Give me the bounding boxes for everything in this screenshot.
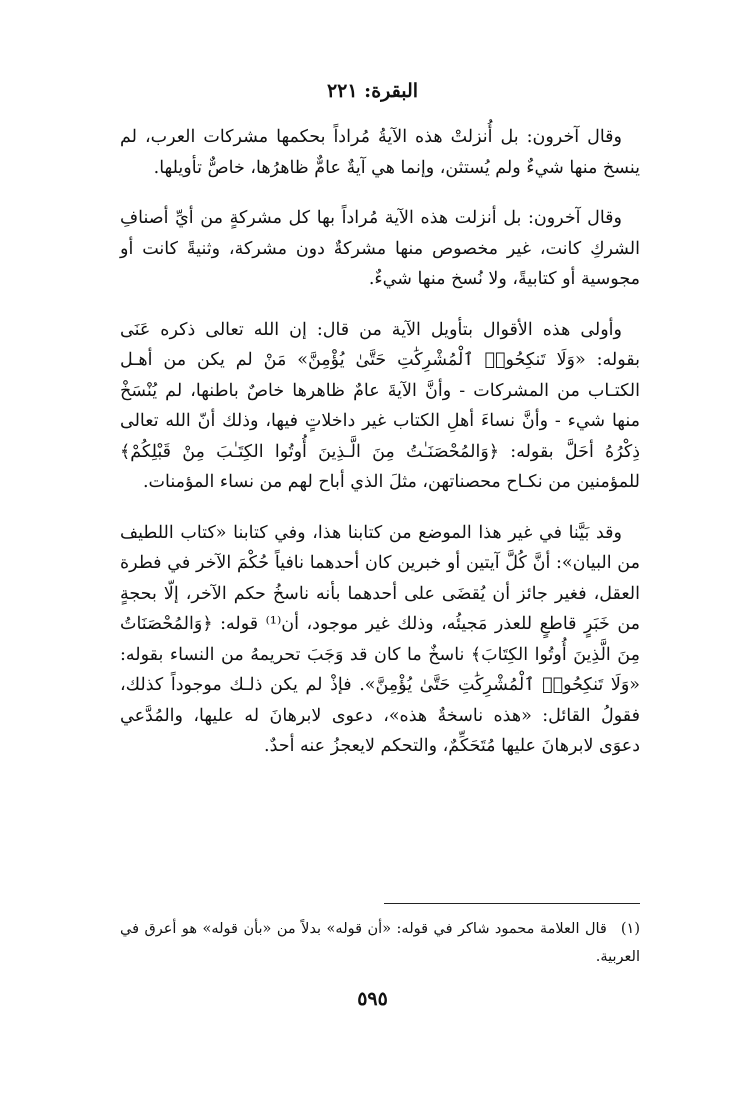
footnote-divider bbox=[384, 903, 640, 904]
paragraph: وأولى هذه الأقوال بتأويل الآية من قال: إن الله تعالى ذكره عَنَى بقوله: «وَلَا تَنكِحُوا۟ ٱلْمُشْرِكَٰتِ حَتَّىٰ يُؤْمِنَّ» مَنْ لم يكن من أهـل الكتـاب من المشركات - وأنَّ الآيةَ عامٌ ظاهرها خاصٌ باطنها، لم يُنْسَخْ منها شيء - وأنَّ نساءَ أهلِ الكتاب غير داخلاتٍ فيها، وذلك أنّ الله تعالى ذِكْرُهُ أحَلَّ بقوله: ﴿وَالمُحْصَنَـٰتُ مِنَ الَّـذِينَ أُوتُوا الكِتَـٰبَ مِنْ قَبْلِكُمْ﴾ للمؤمنين من نكـاح محصناتهن، مثلَ الذي أباح لهم من نساء المؤمنات. bbox=[120, 319, 640, 492]
footnote-text: قال العلامة محمود شاكر في قوله: «أن قوله» بدلاً من «بأن قوله» هو أعرق في العربية. bbox=[120, 921, 640, 965]
paragraph: وقد بَيَّنا في غير هذا الموضع من كتابنا هذا، وفي كتابنا «كتاب اللطيف من البيان»: أنَّ كُلَّ آيتين أو خبرين كان أحدهما نافياً حُكْمَ الآخر في فطرة العقل، فغير جائز أن يُقضَى على أحدهما بأنه ناسخُ حكم الآخر، إلّا بحجةٍ من خَبَرٍ قاطعٍ للعذر مَجيئُه، وذلك غير موجود، أن⁽¹⁾ قوله: ﴿وَالمُحْصَنَاتُ مِنَ الَّذِينَ أُوتُوا الكِتَابَ﴾ ناسخٌ ما كان قد وَجَبَ تحريمهُ من النساء بقوله: «وَلَا تَنكِحُوا۟ ٱلْمُشْرِكَٰتِ حَتَّىٰ يُؤْمِنَّ». فإذْ لم يكن ذلـك موجوداً كذلك، فقولُ القائل: «هذه ناسخةٌ هذه»، دعوى لابرهانَ له عليها، والمُدَّعي دعوَى لابرهانَ عليها مُتَحَكِّمٌ، والتحكم لايعجزُ عنه أحدٌ. bbox=[120, 522, 641, 756]
page-number: ٥٩٥ bbox=[357, 988, 388, 1010]
paragraph: وقال آخرون: بل أنزلت هذه الآية مُراداً بها كل مشركةٍ من أيِّ أصنافِ الشركِ كانت، غير مخصوص منها مشركةٌ دون مشركة، وثنيةً كانت أو مجوسية أو كتابيةً، ولا نُسخ منها شيءٌ. bbox=[120, 208, 640, 289]
footnote bbox=[120, 915, 640, 971]
main-text bbox=[120, 122, 640, 782]
paragraph: وقال آخرون: بل أُنزلتْ هذه الآيةُ مُراداً بحكمها مشركات العرب، لم ينسخ منها شيءٌ ولم يُستثن، وإنما هي آيةٌ عامٌّ ظاهرُها، خاصٌّ تأويلها. bbox=[120, 127, 640, 178]
footnote-number: (١) bbox=[620, 921, 640, 937]
running-header: البقرة: ٢٢١ bbox=[326, 80, 419, 102]
